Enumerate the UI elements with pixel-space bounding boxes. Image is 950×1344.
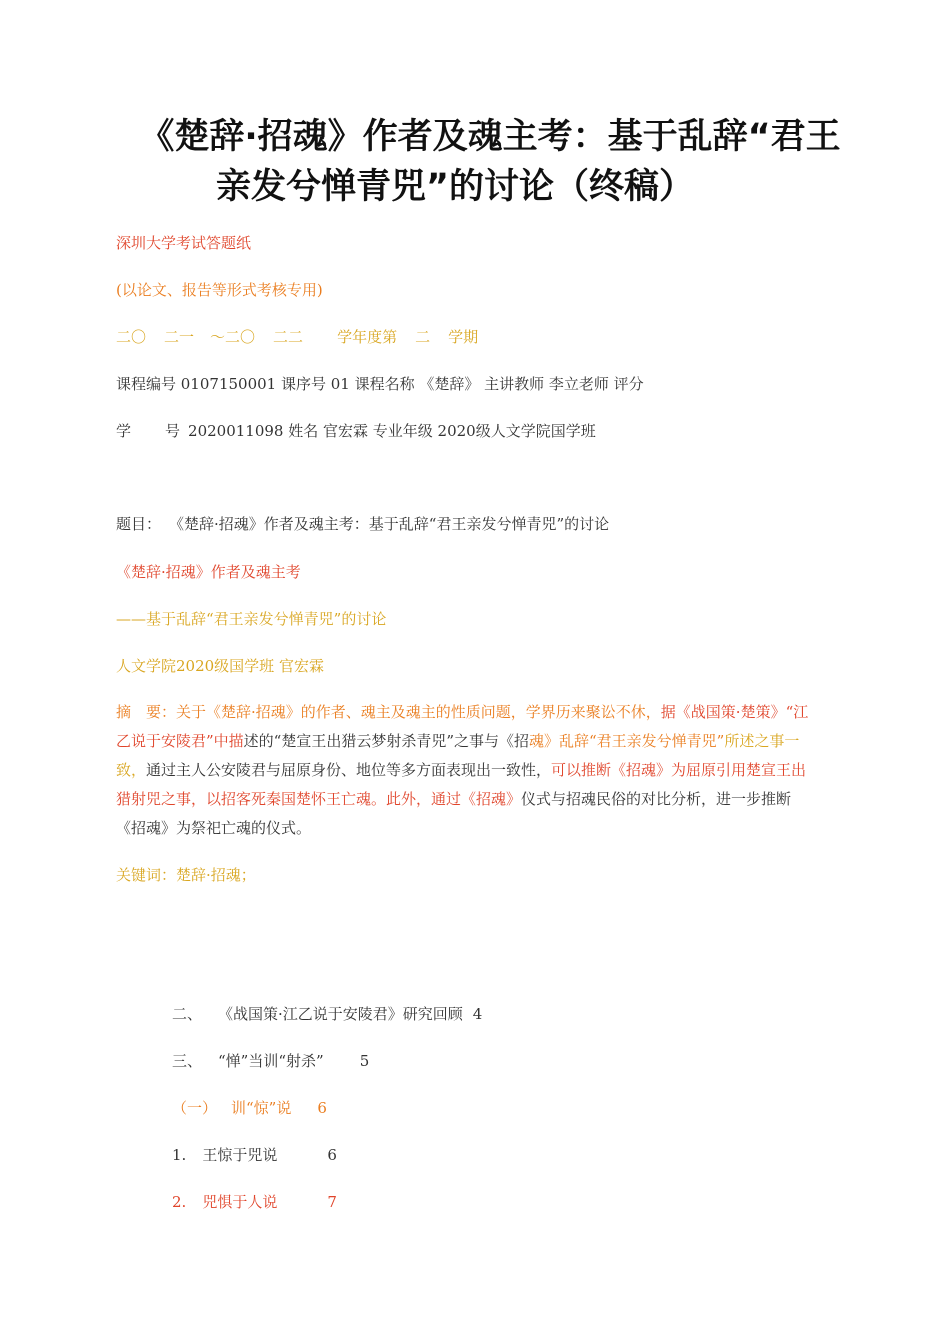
toc-item[interactable] (172, 1051, 369, 1071)
abstract-text-7: 可以推断《招魂》为屈原引用楚宣王出猎射兕之事，以招客死秦国楚怀王亡魂。此外，通过《招魂》 (116, 761, 807, 808)
term-number: 二 (415, 328, 431, 346)
title-line-2: 亲发兮惮青兕”的讨论（终稿） (215, 167, 694, 207)
toc-number: 1. (172, 1146, 187, 1164)
toc-title: 《战国策·江乙说于安陵君》研究回顾 (218, 1005, 463, 1023)
toc-page: 5 (359, 1052, 370, 1070)
academic-term (116, 327, 478, 347)
abstract-text-5: 所述之事一致， (116, 732, 800, 779)
toc-page: 4 (472, 1005, 483, 1023)
toc-page: 7 (327, 1193, 337, 1211)
course-info: 课程编号 0107150001 课序号 01 课程名称 《楚辞》 主讲教师 李立老师 评分 (116, 375, 644, 393)
toc-title: 训“惊”说 (231, 1099, 292, 1117)
keywords (116, 865, 256, 885)
topic-line (116, 514, 609, 534)
document-title (0, 112, 950, 212)
term-end: 学期 (448, 328, 479, 346)
toc-item[interactable] (172, 1192, 337, 1212)
topic-text: 《楚辞·招魂》作者及魂主考：基于乱辞“君王亲发兮惮青兕”的讨论 (169, 515, 610, 533)
toc-title: 兕惧于人说 (202, 1193, 278, 1211)
toc-item[interactable] (172, 1004, 482, 1024)
paper-heading: 《楚辞·招魂》作者及魂主考 (116, 563, 301, 581)
abstract-label: 摘 要： (116, 703, 177, 721)
toc-number: 三、 (172, 1052, 203, 1070)
abstract-text-6: 通过主人公安陵君与屈原身份、地位等多方面表现出一致性， (146, 761, 552, 779)
toc-number: 2. (172, 1193, 187, 1211)
topic-label: 题目： (116, 515, 162, 533)
keywords-label: 关键词： (116, 866, 177, 884)
abstract (116, 698, 816, 843)
abstract-text-3: 述的“楚宣王出猎云梦射杀青兕”之事与《招 (243, 732, 530, 750)
abstract-text-4: 魂》乱辞“君王亲发兮惮青兕” (529, 732, 725, 750)
toc-item[interactable] (172, 1098, 327, 1118)
paper-author: 人文学院2020级国学班 官宏霖 (116, 657, 324, 675)
toc-number: （一） (172, 1099, 218, 1117)
title-line-1: 《楚辞·招魂》作者及魂主考：基于乱辞“君王 (139, 117, 841, 157)
exam-paper-label: 深圳大学考试答题纸 (116, 234, 252, 252)
student-details: 2020011098 姓名 官宏霖 专业年级 2020级人文学院国学班 (188, 422, 596, 440)
term-year-2: 二一 (164, 328, 195, 346)
student-id-label-b: 号 (165, 422, 181, 440)
toc-number: 二、 (172, 1005, 203, 1023)
term-year-3: 二二 (273, 328, 304, 346)
abstract-text-2: 据《战国策·楚策》“江乙说于安陵君”中描 (116, 703, 809, 750)
student-id-label-a: 学 (116, 422, 132, 440)
term-label: 学年度第 (337, 328, 398, 346)
toc-title: 王惊于兕说 (202, 1146, 278, 1164)
exam-note: (以论文、报告等形式考核专用) (116, 281, 323, 299)
toc-item[interactable] (172, 1145, 337, 1165)
student-info (116, 421, 596, 441)
keywords-text: 楚辞·招魂； (176, 866, 256, 884)
abstract-text-8: 仪式与招魂民俗的对比分析，进一步推断《招魂》为祭祀亡魂的仪式。 (116, 790, 792, 837)
term-year-1: 二〇 (116, 328, 147, 346)
toc-page: 6 (317, 1099, 327, 1117)
term-separator: ～二〇 (210, 328, 256, 346)
paper-subheading: ——基于乱辞“君王亲发兮惮青兕”的讨论 (116, 610, 387, 628)
toc-page: 6 (327, 1146, 337, 1164)
abstract-text-1: 关于《楚辞·招魂》的作者、魂主及魂主的性质问题，学界历来聚讼不休， (176, 703, 661, 721)
toc-title: “惮”当训“射杀” (218, 1052, 324, 1070)
